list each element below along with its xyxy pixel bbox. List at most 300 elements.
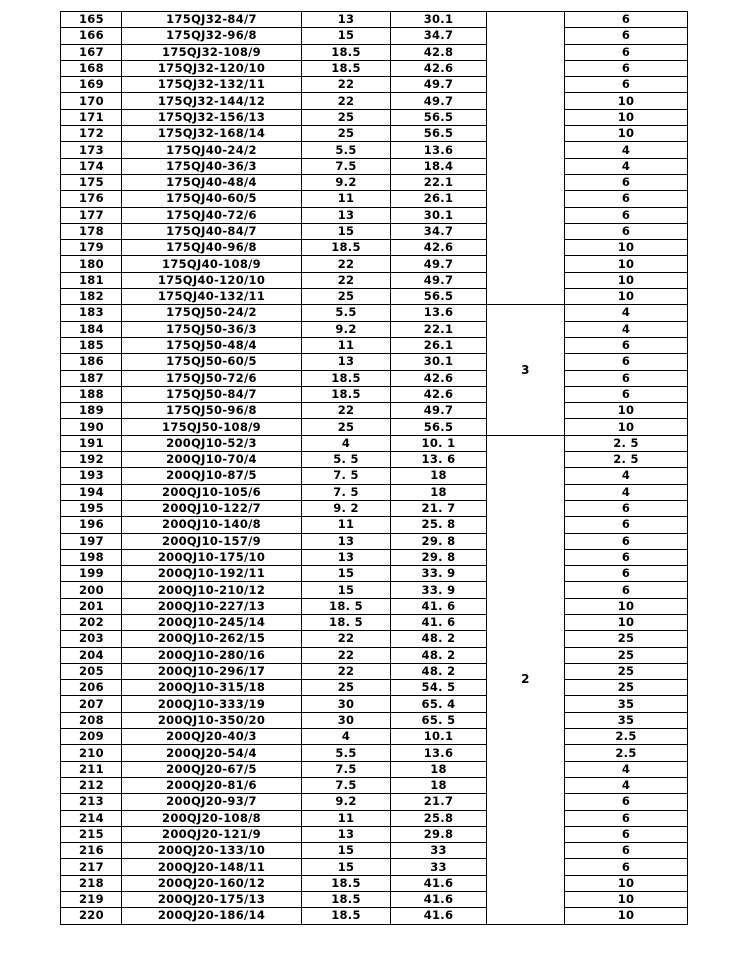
current-cell: 41.6 (391, 908, 487, 924)
table-row (61, 158, 688, 174)
cable-cell: 10 (565, 93, 688, 109)
cable-cell: 35 (565, 712, 688, 728)
power-cell: 22 (302, 272, 391, 288)
model-cell: 200QJ10-350/20 (122, 712, 302, 728)
power-cell: 4 (302, 729, 391, 745)
power-cell: 5.5 (302, 745, 391, 761)
model-cell: 200QJ10-192/11 (122, 566, 302, 582)
row-number-cell: 205 (61, 663, 122, 679)
power-cell: 13 (302, 354, 391, 370)
power-cell: 15 (302, 582, 391, 598)
cable-cell: 6 (565, 810, 688, 826)
row-number-cell: 206 (61, 680, 122, 696)
model-cell: 175QJ40-84/7 (122, 223, 302, 239)
row-number-cell: 197 (61, 533, 122, 549)
model-cell: 175QJ40-36/3 (122, 158, 302, 174)
row-number-cell: 178 (61, 223, 122, 239)
cable-cell: 10 (565, 892, 688, 908)
cable-cell: 6 (565, 566, 688, 582)
row-number-cell: 196 (61, 517, 122, 533)
table-row (61, 859, 688, 875)
current-cell: 29. 8 (391, 549, 487, 565)
cable-cell: 6 (565, 207, 688, 223)
row-number-cell: 211 (61, 761, 122, 777)
row-number-cell: 208 (61, 712, 122, 728)
power-cell: 7.5 (302, 761, 391, 777)
cable-cell: 6 (565, 354, 688, 370)
model-cell: 175QJ50-72/6 (122, 370, 302, 386)
current-cell: 42.6 (391, 370, 487, 386)
cable-cell: 4 (565, 468, 688, 484)
cable-cell: 10 (565, 289, 688, 305)
cable-cell: 10 (565, 403, 688, 419)
row-number-cell: 172 (61, 126, 122, 142)
cable-cell: 6 (565, 60, 688, 76)
current-cell: 48. 2 (391, 647, 487, 663)
power-cell: 18.5 (302, 875, 391, 891)
cable-cell: 6 (565, 370, 688, 386)
cable-cell: 2. 5 (565, 435, 688, 451)
current-cell: 30.1 (391, 12, 487, 28)
current-cell: 25. 8 (391, 517, 487, 533)
current-cell: 22.1 (391, 174, 487, 190)
power-cell: 5.5 (302, 305, 391, 321)
current-cell: 56.5 (391, 419, 487, 435)
current-cell: 22.1 (391, 321, 487, 337)
table-row (61, 892, 688, 908)
cable-cell: 10 (565, 614, 688, 630)
model-cell: 175QJ50-108/9 (122, 419, 302, 435)
row-number-cell: 191 (61, 435, 122, 451)
power-cell: 25 (302, 419, 391, 435)
table-row (61, 403, 688, 419)
table-row (61, 582, 688, 598)
current-cell: 54. 5 (391, 680, 487, 696)
power-cell: 22 (302, 403, 391, 419)
cable-cell: 6 (565, 794, 688, 810)
power-cell: 15 (302, 843, 391, 859)
table-row (61, 745, 688, 761)
power-cell: 7. 5 (302, 468, 391, 484)
spec-table (60, 11, 688, 925)
current-cell: 41.6 (391, 892, 487, 908)
power-cell: 22 (302, 647, 391, 663)
table-row (61, 386, 688, 402)
row-number-cell: 201 (61, 598, 122, 614)
model-cell: 175QJ32-144/12 (122, 93, 302, 109)
model-cell: 200QJ10-245/14 (122, 614, 302, 630)
power-cell: 22 (302, 77, 391, 93)
row-number-cell: 190 (61, 419, 122, 435)
table-row (61, 484, 688, 500)
current-cell: 34.7 (391, 223, 487, 239)
table-row (61, 826, 688, 842)
model-cell: 175QJ32-168/14 (122, 126, 302, 142)
current-cell: 41.6 (391, 875, 487, 891)
model-cell: 175QJ40-120/10 (122, 272, 302, 288)
table-row (61, 109, 688, 125)
model-cell: 200QJ10-157/9 (122, 533, 302, 549)
table-row (61, 843, 688, 859)
model-cell: 200QJ20-81/6 (122, 777, 302, 793)
current-cell: 48. 2 (391, 631, 487, 647)
model-cell: 200QJ20-54/4 (122, 745, 302, 761)
power-cell: 4 (302, 435, 391, 451)
current-cell: 33. 9 (391, 582, 487, 598)
row-number-cell: 186 (61, 354, 122, 370)
row-number-cell: 220 (61, 908, 122, 924)
table-row (61, 272, 688, 288)
table-row (61, 240, 688, 256)
row-number-cell: 198 (61, 549, 122, 565)
cable-cell: 10 (565, 256, 688, 272)
current-cell: 18 (391, 468, 487, 484)
power-cell: 18.5 (302, 908, 391, 924)
table-row (61, 647, 688, 663)
model-cell: 175QJ40-48/4 (122, 174, 302, 190)
power-cell: 13 (302, 549, 391, 565)
row-number-cell: 165 (61, 12, 122, 28)
power-cell: 15 (302, 566, 391, 582)
current-cell: 21. 7 (391, 500, 487, 516)
cable-cell: 10 (565, 598, 688, 614)
row-number-cell: 199 (61, 566, 122, 582)
power-cell: 30 (302, 696, 391, 712)
power-cell: 25 (302, 109, 391, 125)
current-cell: 29.8 (391, 826, 487, 842)
model-cell: 200QJ20-108/8 (122, 810, 302, 826)
pipe-size-group-cell: 2 (487, 435, 565, 924)
model-cell: 200QJ10-87/5 (122, 468, 302, 484)
current-cell: 13.6 (391, 305, 487, 321)
cable-cell: 6 (565, 533, 688, 549)
power-cell: 11 (302, 191, 391, 207)
pipe-size-group-cell: 3 (487, 305, 565, 435)
row-number-cell: 166 (61, 28, 122, 44)
table-row (61, 12, 688, 28)
power-cell: 5. 5 (302, 452, 391, 468)
model-cell: 175QJ40-60/5 (122, 191, 302, 207)
table-row (61, 729, 688, 745)
table-row (61, 549, 688, 565)
model-cell: 175QJ40-96/8 (122, 240, 302, 256)
current-cell: 65. 5 (391, 712, 487, 728)
model-cell: 200QJ10-296/17 (122, 663, 302, 679)
row-number-cell: 188 (61, 386, 122, 402)
table-row (61, 533, 688, 549)
table-row (61, 794, 688, 810)
row-number-cell: 203 (61, 631, 122, 647)
cable-cell: 10 (565, 272, 688, 288)
cable-cell: 6 (565, 44, 688, 60)
table-row (61, 142, 688, 158)
cable-cell: 6 (565, 517, 688, 533)
row-number-cell: 214 (61, 810, 122, 826)
power-cell: 5.5 (302, 142, 391, 158)
row-number-cell: 193 (61, 468, 122, 484)
model-cell: 175QJ50-36/3 (122, 321, 302, 337)
model-cell: 200QJ10-315/18 (122, 680, 302, 696)
power-cell: 15 (302, 223, 391, 239)
row-number-cell: 183 (61, 305, 122, 321)
current-cell: 26.1 (391, 337, 487, 353)
cable-cell: 6 (565, 223, 688, 239)
current-cell: 21.7 (391, 794, 487, 810)
current-cell: 34.7 (391, 28, 487, 44)
current-cell: 25.8 (391, 810, 487, 826)
row-number-cell: 207 (61, 696, 122, 712)
model-cell: 175QJ40-24/2 (122, 142, 302, 158)
row-number-cell: 169 (61, 77, 122, 93)
row-number-cell: 185 (61, 337, 122, 353)
row-number-cell: 189 (61, 403, 122, 419)
current-cell: 48. 2 (391, 663, 487, 679)
cable-cell: 25 (565, 663, 688, 679)
cable-cell: 6 (565, 500, 688, 516)
power-cell: 9.2 (302, 321, 391, 337)
row-number-cell: 170 (61, 93, 122, 109)
model-cell: 175QJ50-96/8 (122, 403, 302, 419)
model-cell: 200QJ10-175/10 (122, 549, 302, 565)
table-row (61, 875, 688, 891)
current-cell: 13.6 (391, 142, 487, 158)
current-cell: 10. 1 (391, 435, 487, 451)
model-cell: 200QJ20-148/11 (122, 859, 302, 875)
cable-cell: 6 (565, 843, 688, 859)
current-cell: 41. 6 (391, 598, 487, 614)
power-cell: 9. 2 (302, 500, 391, 516)
current-cell: 41. 6 (391, 614, 487, 630)
model-cell: 200QJ10-262/15 (122, 631, 302, 647)
row-number-cell: 181 (61, 272, 122, 288)
current-cell: 18 (391, 761, 487, 777)
table-row (61, 712, 688, 728)
row-number-cell: 167 (61, 44, 122, 60)
model-cell: 200QJ10-52/3 (122, 435, 302, 451)
current-cell: 30.1 (391, 354, 487, 370)
current-cell: 65. 4 (391, 696, 487, 712)
current-cell: 49.7 (391, 256, 487, 272)
row-number-cell: 212 (61, 777, 122, 793)
row-number-cell: 210 (61, 745, 122, 761)
model-cell: 200QJ20-67/5 (122, 761, 302, 777)
power-cell: 15 (302, 28, 391, 44)
model-cell: 200QJ20-93/7 (122, 794, 302, 810)
table-row (61, 44, 688, 60)
row-number-cell: 176 (61, 191, 122, 207)
power-cell: 7. 5 (302, 484, 391, 500)
pipe-size-group-cell (487, 12, 565, 305)
model-cell: 200QJ20-121/9 (122, 826, 302, 842)
table-row (61, 614, 688, 630)
power-cell: 15 (302, 859, 391, 875)
cable-cell: 6 (565, 28, 688, 44)
table-row (61, 207, 688, 223)
power-cell: 13 (302, 207, 391, 223)
current-cell: 18.4 (391, 158, 487, 174)
table-row (61, 60, 688, 76)
table-row (61, 517, 688, 533)
table-row (61, 256, 688, 272)
table-row (61, 696, 688, 712)
row-number-cell: 216 (61, 843, 122, 859)
table-row (61, 419, 688, 435)
current-cell: 33. 9 (391, 566, 487, 582)
model-cell: 200QJ20-175/13 (122, 892, 302, 908)
power-cell: 11 (302, 517, 391, 533)
row-number-cell: 200 (61, 582, 122, 598)
power-cell: 13 (302, 826, 391, 842)
cable-cell: 6 (565, 859, 688, 875)
current-cell: 30.1 (391, 207, 487, 223)
power-cell: 9.2 (302, 794, 391, 810)
table-row (61, 761, 688, 777)
cable-cell: 10 (565, 419, 688, 435)
model-cell: 200QJ10-280/16 (122, 647, 302, 663)
cable-cell: 10 (565, 109, 688, 125)
table-row (61, 174, 688, 190)
cable-cell: 10 (565, 908, 688, 924)
power-cell: 18. 5 (302, 614, 391, 630)
model-cell: 200QJ10-105/6 (122, 484, 302, 500)
table-row (61, 223, 688, 239)
current-cell: 42.6 (391, 240, 487, 256)
table-row (61, 321, 688, 337)
row-number-cell: 171 (61, 109, 122, 125)
cable-cell: 25 (565, 631, 688, 647)
row-number-cell: 180 (61, 256, 122, 272)
cable-cell: 4 (565, 321, 688, 337)
table-row (61, 908, 688, 924)
cable-cell: 4 (565, 142, 688, 158)
model-cell: 175QJ32-120/10 (122, 60, 302, 76)
model-cell: 175QJ40-108/9 (122, 256, 302, 272)
table-row (61, 566, 688, 582)
table-row (61, 663, 688, 679)
current-cell: 56.5 (391, 126, 487, 142)
current-cell: 33 (391, 859, 487, 875)
table-row (61, 191, 688, 207)
power-cell: 18.5 (302, 240, 391, 256)
power-cell: 11 (302, 810, 391, 826)
row-number-cell: 177 (61, 207, 122, 223)
power-cell: 22 (302, 631, 391, 647)
table-row (61, 28, 688, 44)
current-cell: 49.7 (391, 93, 487, 109)
power-cell: 22 (302, 663, 391, 679)
power-cell: 18.5 (302, 370, 391, 386)
cable-cell: 2. 5 (565, 452, 688, 468)
model-cell: 175QJ40-72/6 (122, 207, 302, 223)
power-cell: 22 (302, 93, 391, 109)
table-row (61, 77, 688, 93)
table-row (61, 631, 688, 647)
model-cell: 200QJ10-140/8 (122, 517, 302, 533)
row-number-cell: 179 (61, 240, 122, 256)
table-body (61, 12, 688, 925)
model-cell: 200QJ10-227/13 (122, 598, 302, 614)
cable-cell: 6 (565, 826, 688, 842)
cable-cell: 6 (565, 337, 688, 353)
current-cell: 56.5 (391, 109, 487, 125)
power-cell: 18. 5 (302, 598, 391, 614)
power-cell: 22 (302, 256, 391, 272)
cable-cell: 2.5 (565, 729, 688, 745)
power-cell: 11 (302, 337, 391, 353)
current-cell: 10.1 (391, 729, 487, 745)
cable-cell: 6 (565, 582, 688, 598)
row-number-cell: 192 (61, 452, 122, 468)
cable-cell: 4 (565, 305, 688, 321)
power-cell: 18.5 (302, 44, 391, 60)
cable-cell: 35 (565, 696, 688, 712)
row-number-cell: 204 (61, 647, 122, 663)
model-cell: 175QJ50-60/5 (122, 354, 302, 370)
current-cell: 49.7 (391, 77, 487, 93)
row-number-cell: 215 (61, 826, 122, 842)
table-row (61, 810, 688, 826)
model-cell: 200QJ10-70/4 (122, 452, 302, 468)
cable-cell: 4 (565, 158, 688, 174)
cable-cell: 6 (565, 174, 688, 190)
current-cell: 18 (391, 484, 487, 500)
cable-cell: 10 (565, 875, 688, 891)
current-cell: 42.6 (391, 386, 487, 402)
table-row (61, 354, 688, 370)
cable-cell: 6 (565, 549, 688, 565)
current-cell: 18 (391, 777, 487, 793)
cable-cell: 10 (565, 240, 688, 256)
current-cell: 49.7 (391, 272, 487, 288)
model-cell: 175QJ32-96/8 (122, 28, 302, 44)
model-cell: 200QJ10-333/19 (122, 696, 302, 712)
power-cell: 18.5 (302, 386, 391, 402)
row-number-cell: 195 (61, 500, 122, 516)
model-cell: 200QJ20-186/14 (122, 908, 302, 924)
model-cell: 175QJ32-156/13 (122, 109, 302, 125)
current-cell: 42.8 (391, 44, 487, 60)
model-cell: 175QJ50-48/4 (122, 337, 302, 353)
table-row (61, 680, 688, 696)
model-cell: 175QJ40-132/11 (122, 289, 302, 305)
power-cell: 25 (302, 126, 391, 142)
power-cell: 18.5 (302, 60, 391, 76)
model-cell: 200QJ10-210/12 (122, 582, 302, 598)
current-cell: 33 (391, 843, 487, 859)
table-row (61, 289, 688, 305)
model-cell: 175QJ32-84/7 (122, 12, 302, 28)
model-cell: 200QJ20-40/3 (122, 729, 302, 745)
power-cell: 30 (302, 712, 391, 728)
current-cell: 49.7 (391, 403, 487, 419)
power-cell: 13 (302, 12, 391, 28)
row-number-cell: 217 (61, 859, 122, 875)
row-number-cell: 194 (61, 484, 122, 500)
model-cell: 175QJ32-132/11 (122, 77, 302, 93)
row-number-cell: 213 (61, 794, 122, 810)
cable-cell: 6 (565, 77, 688, 93)
row-number-cell: 184 (61, 321, 122, 337)
cable-cell: 4 (565, 484, 688, 500)
row-number-cell: 219 (61, 892, 122, 908)
model-cell: 175QJ50-24/2 (122, 305, 302, 321)
row-number-cell: 174 (61, 158, 122, 174)
row-number-cell: 187 (61, 370, 122, 386)
model-cell: 200QJ20-160/12 (122, 875, 302, 891)
row-number-cell: 182 (61, 289, 122, 305)
row-number-cell: 218 (61, 875, 122, 891)
power-cell: 25 (302, 289, 391, 305)
